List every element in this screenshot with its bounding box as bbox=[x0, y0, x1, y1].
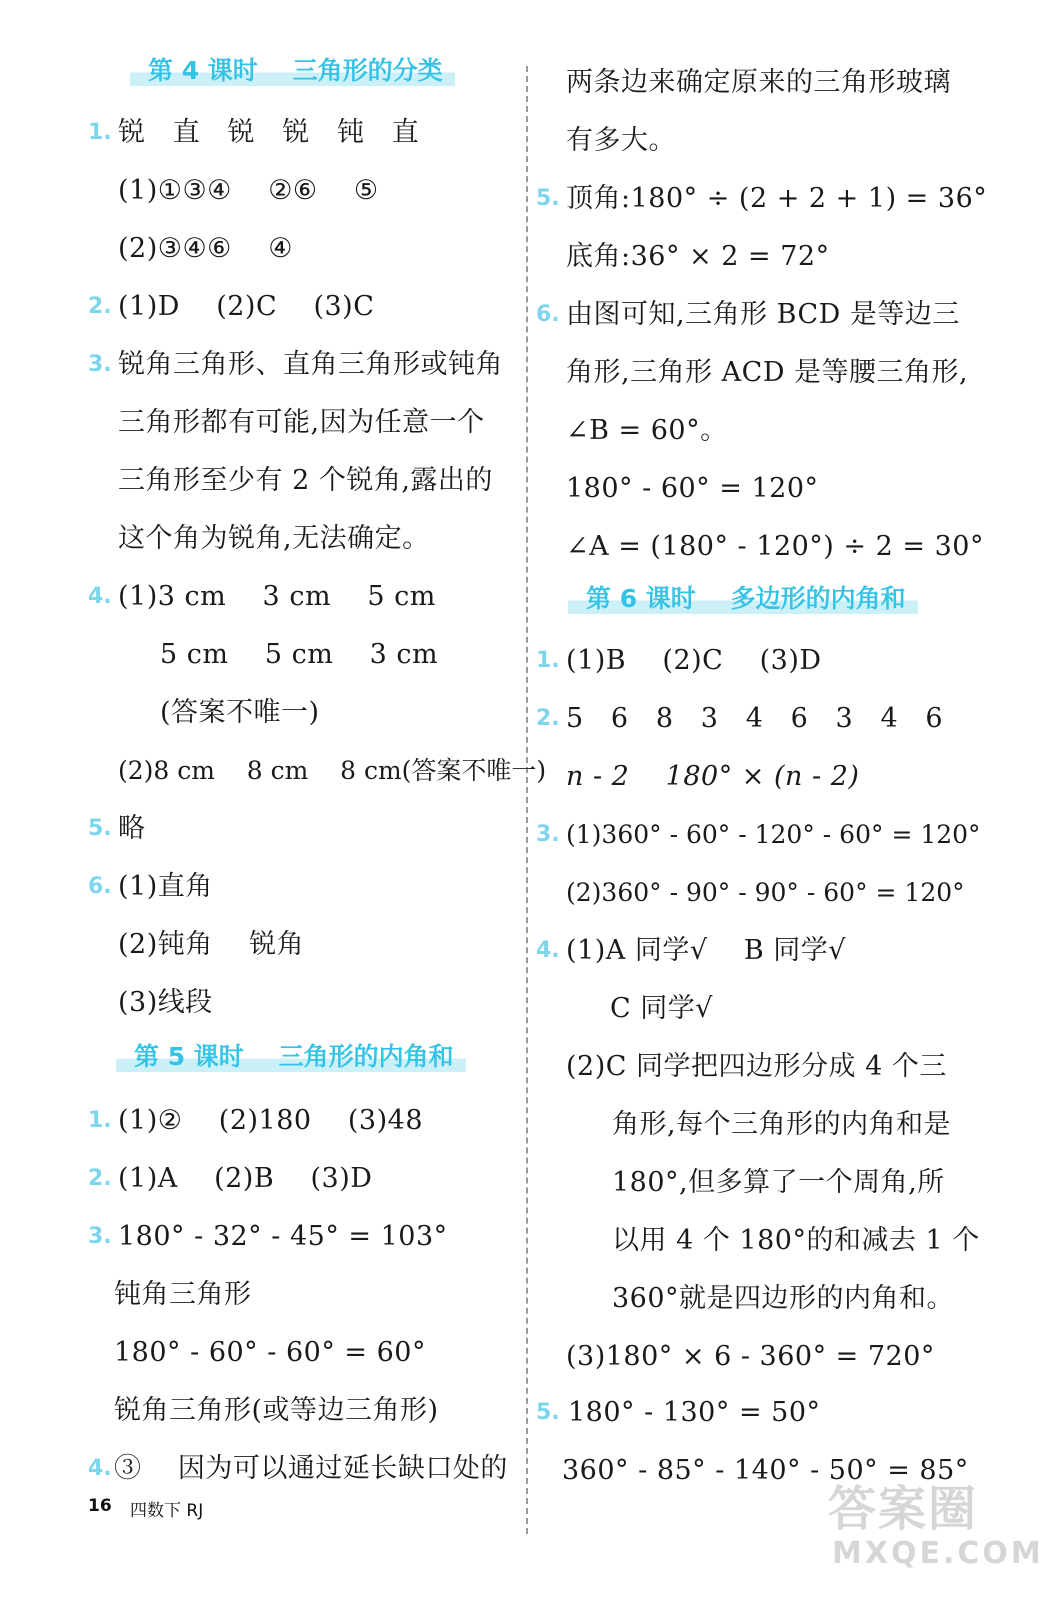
q5-number: 5. bbox=[88, 816, 112, 841]
continued-line-2: 有多大。 bbox=[566, 125, 676, 156]
r6-line-b: 角形,三角形 ACD 是等腰三角形, bbox=[566, 357, 969, 388]
q6-line-c: (3)线段 bbox=[118, 987, 213, 1018]
lesson-5-heading: 第 5 课时 三角形的内角和 bbox=[116, 1042, 466, 1072]
p4-number: 4. bbox=[88, 1456, 112, 1481]
q3-line-c: 三角形至少有 2 个锐角,露出的 bbox=[118, 465, 493, 496]
s4-line-b: C 同学√ bbox=[610, 993, 713, 1024]
page-number: 16 bbox=[88, 1496, 112, 1516]
watermark-domain: MXQE.COM bbox=[832, 1536, 1044, 1571]
s1-number: 1. bbox=[536, 648, 560, 673]
q1-line-c: (2)③④⑥ ④ bbox=[118, 233, 293, 264]
r6-line-d: 180° - 60° = 120° bbox=[566, 473, 819, 504]
s3-line-a: (1)360° - 60° - 120° - 60° = 120° bbox=[566, 820, 981, 849]
p1-number: 1. bbox=[88, 1108, 112, 1133]
q4-line-c: (答案不唯一) bbox=[160, 697, 320, 728]
r5-line-b: 底角:36° × 2 = 72° bbox=[566, 241, 830, 272]
q3-line-b: 三角形都有可能,因为任意一个 bbox=[118, 407, 485, 438]
lesson-4-heading: 第 4 课时 三角形的分类 bbox=[130, 56, 455, 86]
s3-number: 3. bbox=[536, 822, 560, 847]
p3-line-c: 180° - 60° - 60° = 60° bbox=[114, 1337, 426, 1368]
r5-line-a: 顶角:180° ÷ (2 + 2 + 1) = 36° bbox=[566, 183, 988, 214]
q2-number: 2. bbox=[88, 294, 112, 319]
book-label: 四数下 RJ bbox=[130, 1501, 204, 1521]
q1-number: 1. bbox=[88, 120, 112, 145]
r6-number: 6. bbox=[536, 302, 560, 327]
lesson-6-heading: 第 6 课时 多边形的内角和 bbox=[568, 584, 918, 614]
s4-line-e: 180°,但多算了一个周角,所 bbox=[612, 1167, 945, 1198]
s4-line-d: 角形,每个三角形的内角和是 bbox=[612, 1109, 952, 1140]
s4-line-a: (1)A 同学√ B 同学√ bbox=[566, 935, 846, 966]
s4-line-c: (2)C 同学把四边形分成 4 个三 bbox=[566, 1051, 947, 1082]
q6-number: 6. bbox=[88, 874, 112, 899]
q5-line-a: 略 bbox=[118, 813, 146, 844]
q6-line-b: (2)钝角 锐角 bbox=[118, 929, 305, 960]
s4-line-f: 以用 4 个 180°的和减去 1 个 bbox=[612, 1225, 980, 1256]
q3-line-d: 这个角为锐角,无法确定。 bbox=[118, 523, 430, 554]
continued-line-1: 两条边来确定原来的三角形玻璃 bbox=[566, 67, 951, 98]
s4-line-g: 360°就是四边形的内角和。 bbox=[612, 1283, 955, 1314]
q2-line-a: (1)D (2)C (3)C bbox=[118, 291, 375, 322]
p2-number: 2. bbox=[88, 1166, 112, 1191]
s2-line-b: n - 2 180° × (n - 2) bbox=[566, 761, 860, 792]
s4-line-h: (3)180° × 6 - 360° = 720° bbox=[566, 1341, 935, 1372]
p3-line-d: 锐角三角形(或等边三角形) bbox=[114, 1395, 439, 1426]
watermark-logo bbox=[828, 1470, 1044, 1590]
s1-line-a: (1)B (2)C (3)D bbox=[566, 645, 822, 676]
r5-number: 5. bbox=[536, 186, 560, 211]
s3-line-b: (2)360° - 90° - 90° - 60° = 120° bbox=[566, 878, 965, 907]
q1-line-b: (1)①③④ ②⑥ ⑤ bbox=[118, 175, 379, 206]
q4-number: 4. bbox=[88, 584, 112, 609]
p1-line-a: (1)② (2)180 (3)48 bbox=[118, 1105, 423, 1136]
q3-number: 3. bbox=[88, 352, 112, 377]
q4-line-b: 5 cm 5 cm 3 cm bbox=[160, 639, 439, 670]
q1-line-a: 锐 直 锐 锐 钝 直 bbox=[118, 117, 420, 148]
column-divider bbox=[526, 66, 528, 1534]
q4-line-d: (2)8 cm 8 cm 8 cm(答案不唯一) bbox=[118, 756, 547, 785]
r6-line-e: ∠A = (180° - 120°) ÷ 2 = 30° bbox=[566, 531, 984, 562]
q6-line-a: (1)直角 bbox=[118, 871, 213, 902]
q3-line-a: 锐角三角形、直角三角形或钝角 bbox=[118, 349, 503, 380]
s5-line-b: 360° - 85° - 140° - 50° = 85° bbox=[562, 1455, 969, 1486]
r6-line-a: 由图可知,三角形 BCD 是等边三 bbox=[566, 299, 960, 330]
p4-line-a: ③ 因为可以通过延长缺口处的 bbox=[114, 1453, 508, 1484]
q4-line-a: (1)3 cm 3 cm 5 cm bbox=[118, 581, 436, 612]
p2-line-a: (1)A (2)B (3)D bbox=[118, 1163, 373, 1194]
s2-number: 2. bbox=[536, 706, 560, 731]
s4-number: 4. bbox=[536, 938, 560, 963]
s2-line-a: 5 6 8 3 4 6 3 4 6 bbox=[566, 703, 944, 734]
p3-line-b: 钝角三角形 bbox=[114, 1279, 252, 1310]
s5-number: 5. bbox=[536, 1400, 560, 1425]
p3-line-a: 180° - 32° - 45° = 103° bbox=[118, 1221, 448, 1252]
watermark-text: 答案圈 bbox=[828, 1481, 979, 1537]
s5-line-a: 180° - 130° = 50° bbox=[568, 1397, 821, 1428]
p3-number: 3. bbox=[88, 1224, 112, 1249]
r6-line-c: ∠B = 60°。 bbox=[566, 415, 728, 446]
